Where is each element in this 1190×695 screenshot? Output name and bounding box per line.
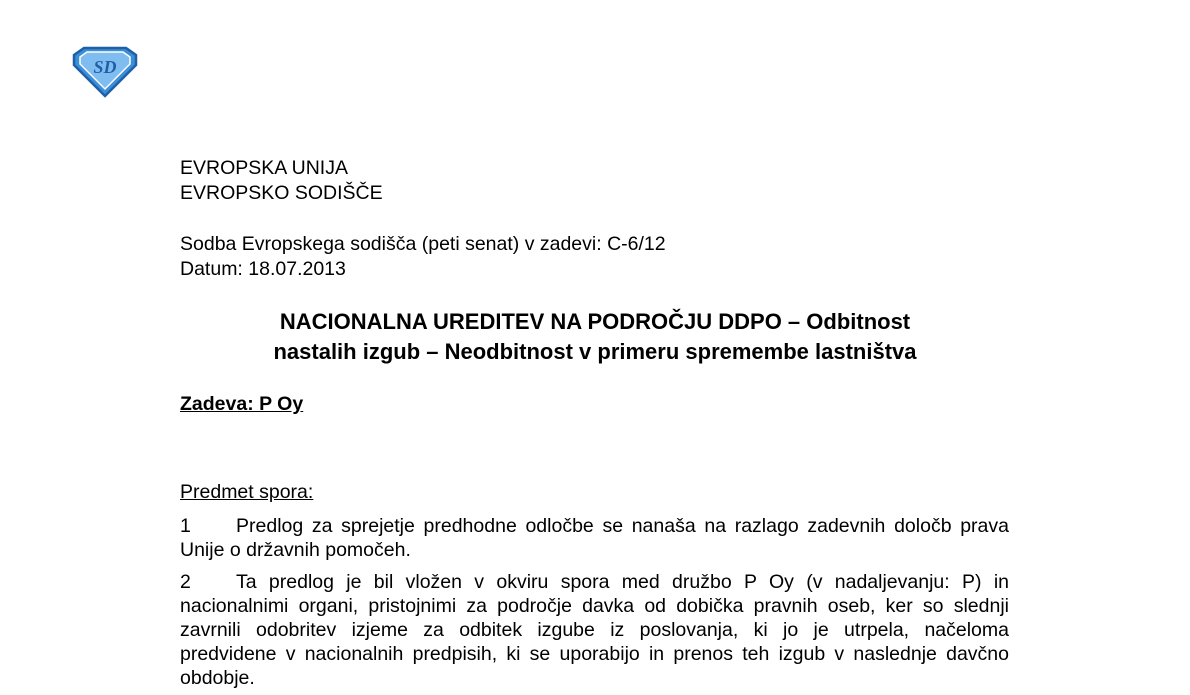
logo-text: SD <box>93 57 117 77</box>
sd-logo-icon <box>70 45 140 99</box>
paragraph-line: 1 Predlog za sprejetje predhodne odločbe se nanaša na razlago zadevnih določb prava <box>180 515 1009 537</box>
paragraph-line: nacionalnimi organi, pristojnimi za področje davka od dobička pravnih oseb, ker so slednji <box>180 595 1009 617</box>
paragraph-line: 2 Ta predlog je bil vložen v okviru spora med družbo P Oy (v nadaljevanju: P) in <box>180 571 1009 593</box>
subject-heading: Zadeva: P Oy <box>180 393 304 415</box>
date-line: Datum: 18.07.2013 <box>180 258 346 280</box>
org-line-1: EVROPSKA UNIJA <box>180 157 348 179</box>
judgment-line: Sodba Evropskega sodišča (peti senat) v zadevi: C-6/12 <box>180 233 666 255</box>
paragraph-line: obdobje. <box>180 667 255 689</box>
org-line-2: EVROPSKO SODIŠČE <box>180 182 383 204</box>
section-heading: Predmet spora: <box>180 481 314 503</box>
paragraph-2 <box>180 570 1009 690</box>
paragraph-line: zavrnili odobritev izjeme za odbitek izgube iz poslovanja, ki jo je utrpela, načeloma <box>180 619 1009 641</box>
title-line-1: NACIONALNA UREDITEV NA PODROČJU DDPO – Odbitnost <box>279 309 911 334</box>
paragraph-line: predvidene v nacionalnih predpisih, ki se uporabijo in prenos teh izgub v naslednje davčno <box>180 643 1009 665</box>
title-line-2: nastalih izgub – Neodbitnost v primeru spremembe lastništva <box>273 339 917 364</box>
paragraph-1 <box>180 514 1009 562</box>
paragraph-number: 2 <box>180 571 191 593</box>
paragraph-number: 1 <box>180 515 191 537</box>
paragraph-line: Unije o državnih pomočeh. <box>180 539 411 561</box>
